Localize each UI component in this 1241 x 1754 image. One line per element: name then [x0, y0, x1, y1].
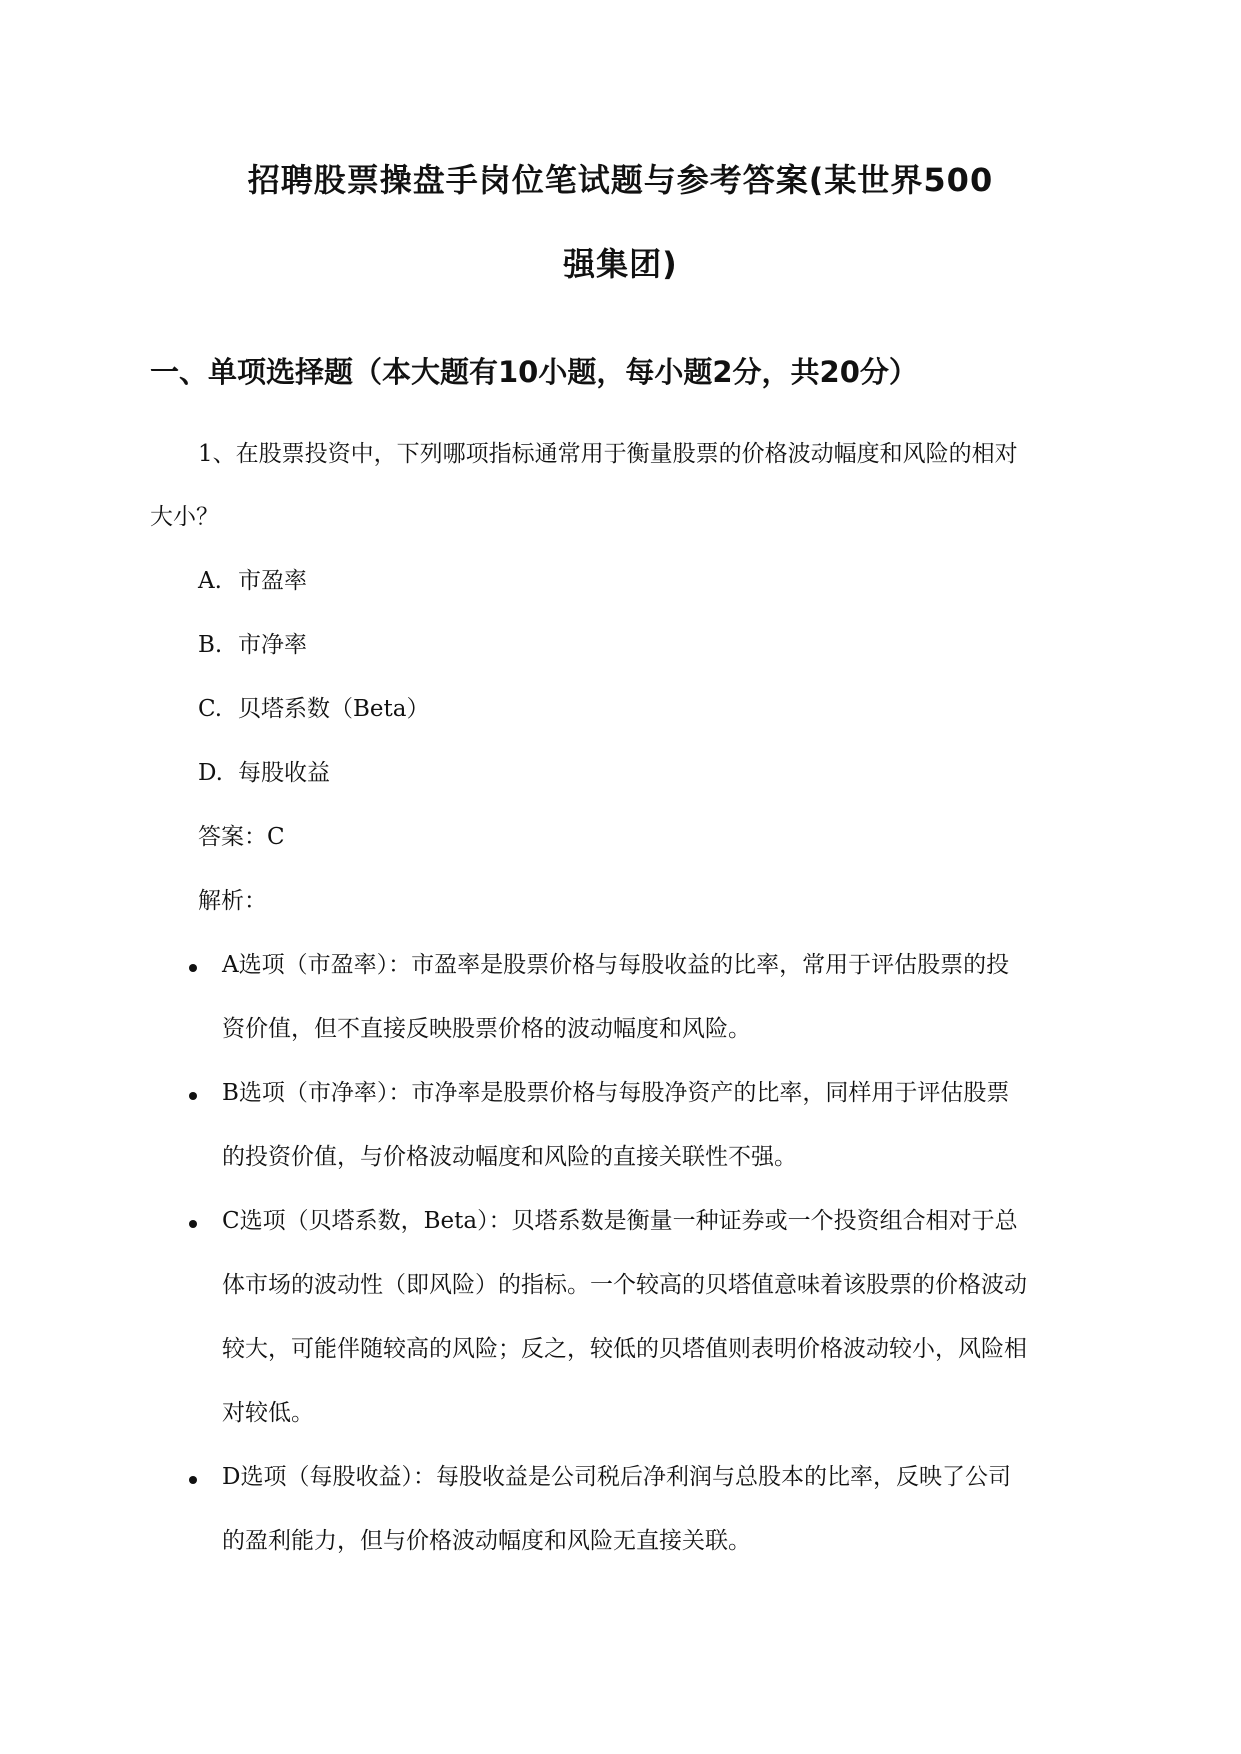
- analysis-a-line-2: 资价值，但不直接反映股票价格的波动幅度和风险。: [222, 1016, 751, 1042]
- section-heading: 一、单项选择题（本大题有10小题，每小题2分，共20分）: [150, 355, 918, 389]
- analysis-label: 解析：: [198, 888, 267, 914]
- analysis-d-line-1: D选项（每股收益）：每股收益是公司税后净利润与总股本的比率，反映了公司: [222, 1464, 1011, 1490]
- option-text: 市净率: [238, 632, 307, 658]
- analysis-c-line-3: 较大，可能伴随较高的风险；反之，较低的贝塔值则表明价格波动较小，风险相: [222, 1336, 1027, 1362]
- question-stem-line-2: 大小？: [150, 504, 219, 530]
- option-letter: A.: [198, 568, 222, 594]
- option-c: [198, 693, 429, 725]
- analysis-b-line-2: 的投资价值，与价格波动幅度和风险的直接关联性不强。: [222, 1144, 797, 1170]
- analysis-c-line-4: 对较低。: [222, 1400, 314, 1426]
- analysis-c-line-2: 体市场的波动性（即风险）的指标。一个较高的贝塔值意味着该股票的价格波动: [222, 1272, 1027, 1298]
- option-letter: D.: [198, 760, 223, 786]
- analysis-b-line-1: B选项（市净率）：市净率是股票价格与每股净资产的比率，同样用于评估股票: [222, 1080, 1010, 1106]
- option-text: 每股收益: [238, 760, 330, 786]
- option-a: [198, 565, 307, 597]
- analysis-c-line-1: C选项（贝塔系数，Beta）：贝塔系数是衡量一种证券或一个投资组合相对于总: [222, 1208, 1018, 1234]
- document-title-line-2: 强集团): [563, 245, 678, 283]
- document-title-line-1: 招聘股票操盘手岗位笔试题与参考答案(某世界500: [247, 161, 994, 199]
- option-text: 贝塔系数（Beta）: [238, 696, 430, 722]
- bullet-icon: [189, 1220, 197, 1228]
- question-stem-line-1: 1、在股票投资中，下列哪项指标通常用于衡量股票的价格波动幅度和风险的相对: [198, 441, 1018, 467]
- option-letter: C.: [198, 696, 223, 722]
- option-text: 市盈率: [238, 568, 307, 594]
- option-letter: B.: [198, 632, 223, 658]
- answer-text: 答案：C: [198, 824, 285, 850]
- analysis-d-line-2: 的盈利能力，但与价格波动幅度和风险无直接关联。: [222, 1528, 751, 1554]
- bullet-icon: [189, 964, 197, 972]
- option-b: [198, 629, 307, 661]
- bullet-icon: [189, 1092, 197, 1100]
- analysis-a-line-1: A选项（市盈率）：市盈率是股票价格与每股收益的比率，常用于评估股票的投: [222, 952, 1010, 978]
- option-d: [198, 757, 330, 789]
- bullet-icon: [189, 1476, 197, 1484]
